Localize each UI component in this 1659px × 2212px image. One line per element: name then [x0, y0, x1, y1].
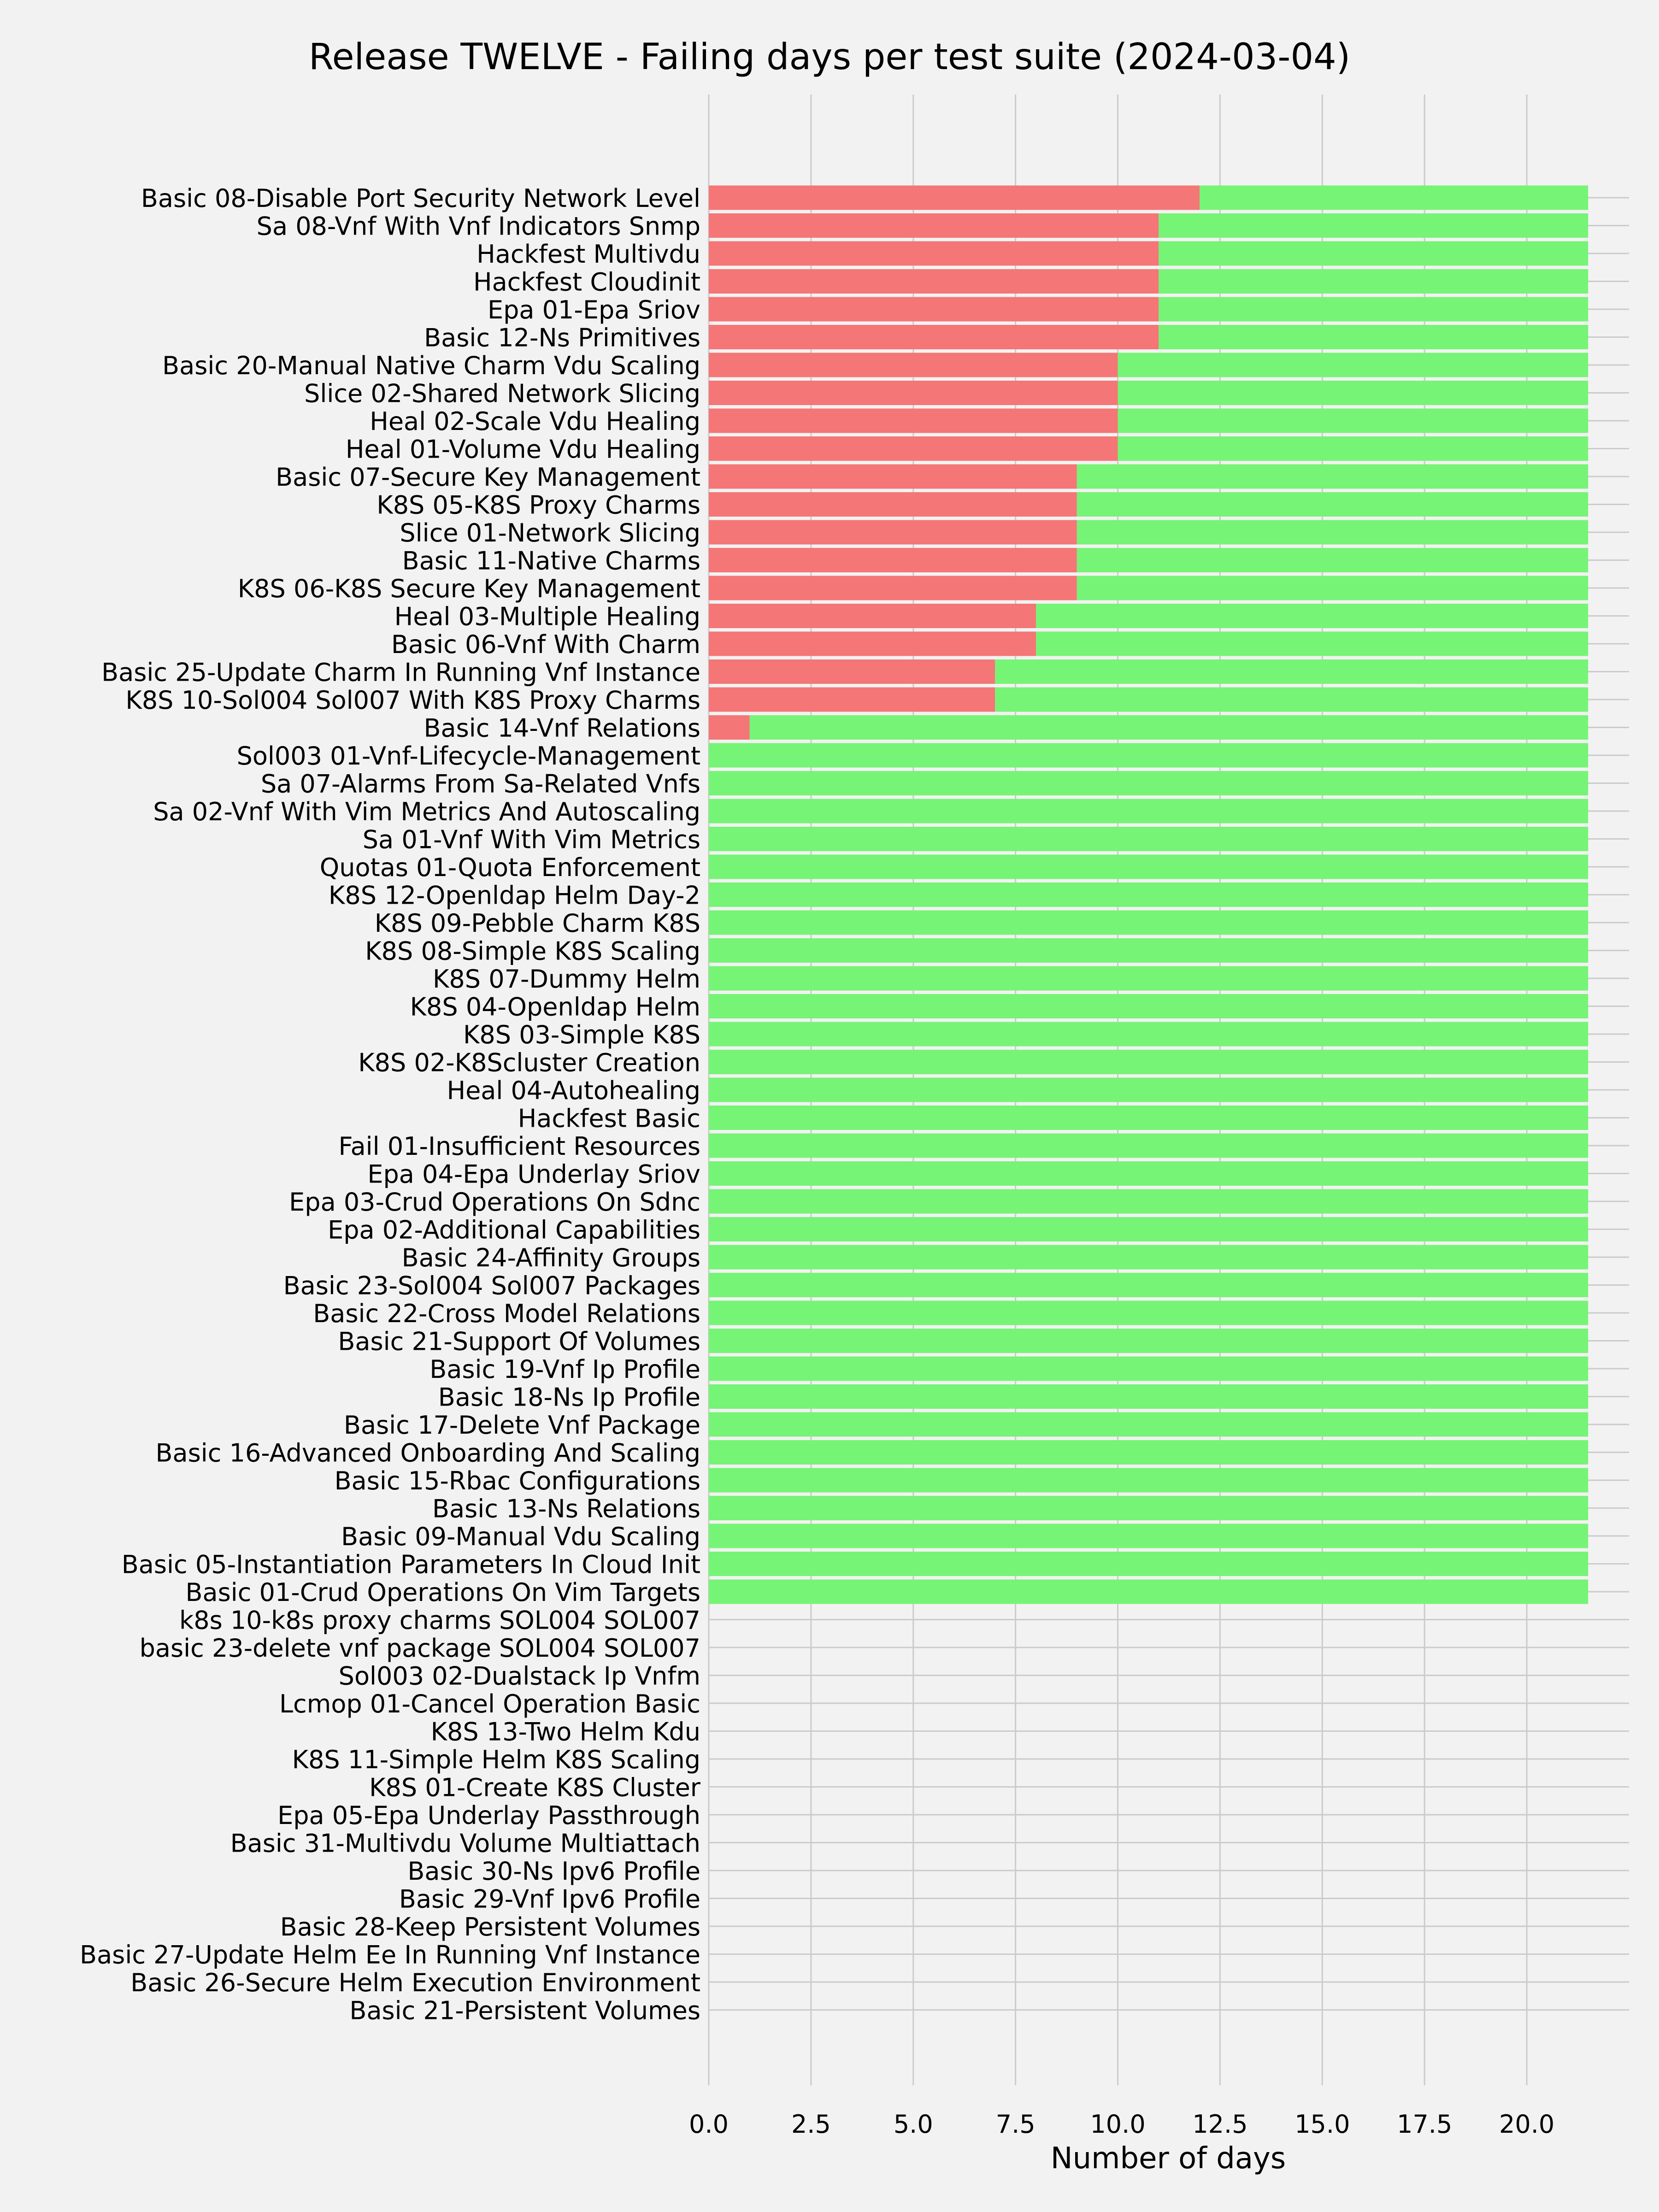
- category-label: Sa 07-Alarms From Sa-Related Vnfs: [260, 769, 700, 799]
- category-label: Slice 01-Network Slicing: [400, 518, 700, 547]
- category-label: K8S 10-Sol004 Sol007 With K8S Proxy Charms: [125, 686, 700, 715]
- passing-days-bar: [1077, 465, 1588, 489]
- failing-days-bar: [709, 325, 1159, 349]
- x-tick-label: 20.0: [1499, 2110, 1555, 2139]
- category-label: Heal 02-Scale Vdu Healing: [370, 407, 700, 436]
- category-label: K8S 12-Openldap Helm Day-2: [328, 881, 700, 910]
- passing-days-bar: [709, 938, 1588, 963]
- failing-days-bar: [709, 409, 1118, 433]
- passing-days-bar: [1077, 548, 1588, 572]
- category-label: Basic 16-Advanced Onboarding And Scaling: [155, 1438, 700, 1468]
- passing-days-bar: [709, 1412, 1588, 1437]
- failing-days-bar: [709, 213, 1159, 238]
- category-label: Basic 28-Keep Persistent Volumes: [280, 1912, 700, 1941]
- passing-days-bar: [709, 1440, 1588, 1465]
- failing-days-bar: [709, 436, 1118, 461]
- passing-days-bar: [1118, 409, 1588, 433]
- category-label: K8S 05-K8S Proxy Charms: [377, 490, 700, 520]
- passing-days-bar: [1036, 604, 1588, 628]
- passing-days-bar: [1159, 213, 1588, 238]
- category-label: Quotas 01-Quota Enforcement: [319, 853, 700, 882]
- category-label: Basic 20-Manual Native Charm Vdu Scaling: [162, 351, 700, 380]
- category-label: Basic 22-Cross Model Relations: [313, 1299, 700, 1328]
- x-axis-label: Number of days: [1050, 2141, 1286, 2176]
- category-label: Basic 07-Secure Key Management: [276, 463, 700, 492]
- category-label: Hackfest Basic: [518, 1104, 700, 1133]
- category-label: Basic 27-Update Helm Ee In Running Vnf Instance: [80, 1940, 700, 1970]
- passing-days-bar: [709, 1022, 1588, 1047]
- category-label: Sa 08-Vnf With Vnf Indicators Snmp: [256, 212, 700, 241]
- category-label: Basic 24-Affinity Groups: [401, 1243, 700, 1272]
- passing-days-bar: [709, 1357, 1588, 1381]
- failing-days-bar: [709, 492, 1077, 517]
- category-label: K8S 11-Simple Helm K8S Scaling: [292, 1745, 700, 1774]
- passing-days-bar: [709, 1189, 1588, 1214]
- category-label: K8S 04-Openldap Helm: [410, 992, 700, 1022]
- category-label: Sol003 02-Dualstack Ip Vnfm: [338, 1661, 700, 1691]
- category-label: Basic 12-Ns Primitives: [424, 323, 700, 353]
- category-label: Basic 21-Persistent Volumes: [349, 1996, 700, 2025]
- x-tick-label: 2.5: [791, 2110, 831, 2139]
- passing-days-bar: [709, 855, 1588, 879]
- category-label: K8S 06-K8S Secure Key Management: [237, 574, 700, 603]
- category-label: Basic 23-Sol004 Sol007 Packages: [283, 1271, 700, 1300]
- category-label: Sa 02-Vnf With Vim Metrics And Autoscaling: [153, 797, 700, 826]
- category-label: Basic 17-Delete Vnf Package: [343, 1411, 700, 1440]
- category-label: Basic 19-Vnf Ip Profile: [429, 1355, 700, 1384]
- x-tick-label: 7.5: [995, 2110, 1035, 2139]
- category-label: Sa 01-Vnf With Vim Metrics: [362, 825, 700, 854]
- category-label: K8S 09-Pebble Charm K8S: [374, 909, 700, 938]
- failing-days-bar: [709, 520, 1077, 545]
- passing-days-bar: [709, 1552, 1588, 1576]
- category-label: Sol003 01-Vnf-Lifecycle-Management: [236, 741, 700, 771]
- failing-days-bar: [709, 715, 750, 740]
- passing-days-bar: [709, 1245, 1588, 1270]
- passing-days-bar: [1159, 269, 1588, 294]
- bars: [709, 186, 1588, 1604]
- passing-days-bar: [709, 1468, 1588, 1493]
- failing-days-bar: [709, 241, 1159, 266]
- category-label: Epa 04-Epa Underlay Sriov: [367, 1159, 700, 1189]
- x-tick-labels: [689, 2110, 1554, 2139]
- passing-days-bar: [1118, 381, 1588, 405]
- failing-days-bar: [709, 381, 1118, 405]
- x-tick-label: 10.0: [1090, 2110, 1146, 2139]
- category-label: K8S 03-Simple K8S: [463, 1020, 700, 1049]
- category-label: Basic 09-Manual Vdu Scaling: [341, 1522, 700, 1551]
- failing-days-bar: [709, 353, 1118, 377]
- category-label: Basic 14-Vnf Relations: [424, 713, 700, 743]
- passing-days-bar: [1159, 325, 1588, 349]
- category-label: Hackfest Multivdu: [477, 240, 700, 269]
- category-label: Basic 31-Multivdu Volume Multiattach: [230, 1829, 700, 1858]
- category-label: Basic 08-Disable Port Security Network Level: [141, 184, 700, 213]
- category-label: Epa 01-Epa Sriov: [488, 295, 700, 324]
- passing-days-bar: [709, 966, 1588, 991]
- category-label: basic 23-delete vnf package SOL004 SOL007: [139, 1634, 700, 1663]
- category-label: Lcmop 01-Cancel Operation Basic: [279, 1689, 700, 1718]
- category-label: Hackfest Cloudinit: [473, 267, 700, 297]
- passing-days-bar: [709, 1217, 1588, 1241]
- passing-days-bar: [1159, 297, 1588, 322]
- passing-days-bar: [1159, 241, 1588, 266]
- failing-days-bar: [709, 604, 1036, 628]
- category-label: K8S 01-Create K8S Cluster: [369, 1773, 700, 1802]
- category-label: Basic 30-Ns Ipv6 Profile: [407, 1857, 700, 1886]
- passing-days-bar: [709, 1301, 1588, 1325]
- passing-days-bar: [709, 1580, 1588, 1604]
- category-label: Basic 05-Instantiation Parameters In Cloud Init: [121, 1550, 700, 1579]
- passing-days-bar: [709, 882, 1588, 907]
- passing-days-bar: [709, 1078, 1588, 1102]
- category-label: Basic 13-Ns Relations: [432, 1494, 700, 1524]
- passing-days-bar: [1077, 520, 1588, 545]
- category-label: Basic 29-Vnf Ipv6 Profile: [399, 1884, 700, 1914]
- passing-days-bar: [1118, 353, 1588, 377]
- failing-days-bar: [709, 269, 1159, 294]
- passing-days-bar: [709, 743, 1588, 768]
- passing-days-bar: [709, 1496, 1588, 1520]
- x-tick-label: 17.5: [1397, 2110, 1453, 2139]
- category-label: Epa 03-Crud Operations On Sdnc: [289, 1188, 700, 1217]
- category-label: K8S 02-K8Scluster Creation: [358, 1048, 700, 1077]
- category-label: Basic 25-Update Charm In Running Vnf Instance: [101, 658, 700, 687]
- passing-days-bar: [1077, 576, 1588, 600]
- x-tick-label: 12.5: [1192, 2110, 1248, 2139]
- passing-days-bar: [709, 994, 1588, 1018]
- category-label: Fail 01-Insufficient Resources: [338, 1132, 700, 1161]
- passing-days-bar: [709, 1329, 1588, 1353]
- failing-days-bar: [709, 659, 995, 684]
- passing-days-bar: [709, 911, 1588, 935]
- failing-days-bar: [709, 632, 1036, 656]
- category-label: Basic 18-Ns Ip Profile: [438, 1382, 700, 1412]
- x-tick-label: 0.0: [689, 2110, 729, 2139]
- category-label: k8s 10-k8s proxy charms SOL004 SOL007: [179, 1606, 700, 1635]
- category-label: K8S 08-Simple K8S Scaling: [365, 936, 700, 966]
- passing-days-bar: [709, 1273, 1588, 1297]
- category-label: Basic 01-Crud Operations On Vim Targets: [185, 1578, 700, 1607]
- category-label: Heal 01-Volume Vdu Healing: [345, 435, 700, 464]
- passing-days-bar: [709, 1524, 1588, 1548]
- category-label: Basic 26-Secure Helm Execution Environment: [130, 1968, 700, 1997]
- failing-days-bar: [709, 688, 995, 712]
- passing-days-bar: [709, 1161, 1588, 1186]
- category-label: Heal 03-Multiple Healing: [394, 602, 700, 631]
- passing-days-bar: [995, 659, 1588, 684]
- category-label: Heal 04-Autohealing: [447, 1076, 700, 1105]
- category-label: Epa 02-Additional Capabilities: [328, 1215, 700, 1245]
- passing-days-bar: [1200, 186, 1588, 210]
- passing-days-bar: [709, 1106, 1588, 1130]
- category-label: Slice 02-Shared Network Slicing: [304, 379, 700, 408]
- passing-days-bar: [709, 827, 1588, 851]
- x-tick-label: 5.0: [893, 2110, 933, 2139]
- failing-days-bar: [709, 548, 1077, 572]
- chart-title: Release TWELVE - Failing days per test suite (2024-03-04): [308, 36, 1351, 78]
- passing-days-bar: [995, 688, 1588, 712]
- failing-days-bar: [709, 186, 1200, 210]
- category-label: Basic 11-Native Charms: [402, 546, 700, 576]
- failing-days-bar: [709, 465, 1077, 489]
- x-tick-label: 15.0: [1294, 2110, 1350, 2139]
- passing-days-bar: [709, 1134, 1588, 1158]
- passing-days-bar: [709, 1050, 1588, 1074]
- failing-days-bar: [709, 297, 1159, 322]
- category-label: K8S 07-Dummy Helm: [433, 965, 700, 994]
- category-label: Epa 05-Epa Underlay Passthrough: [277, 1801, 700, 1830]
- category-label: Basic 21-Support Of Volumes: [338, 1327, 700, 1356]
- category-label: K8S 13-Two Helm Kdu: [430, 1717, 700, 1747]
- passing-days-bar: [750, 715, 1588, 740]
- passing-days-bar: [709, 771, 1588, 795]
- passing-days-bar: [709, 799, 1588, 824]
- passing-days-bar: [709, 1384, 1588, 1409]
- passing-days-bar: [1118, 436, 1588, 461]
- failing-days-bar: [709, 576, 1077, 600]
- category-label: Basic 15-Rbac Configurations: [334, 1466, 700, 1495]
- passing-days-bar: [1036, 632, 1588, 656]
- passing-days-bar: [1077, 492, 1588, 517]
- category-label: Basic 06-Vnf With Charm: [391, 630, 700, 659]
- category-labels: [80, 184, 701, 2025]
